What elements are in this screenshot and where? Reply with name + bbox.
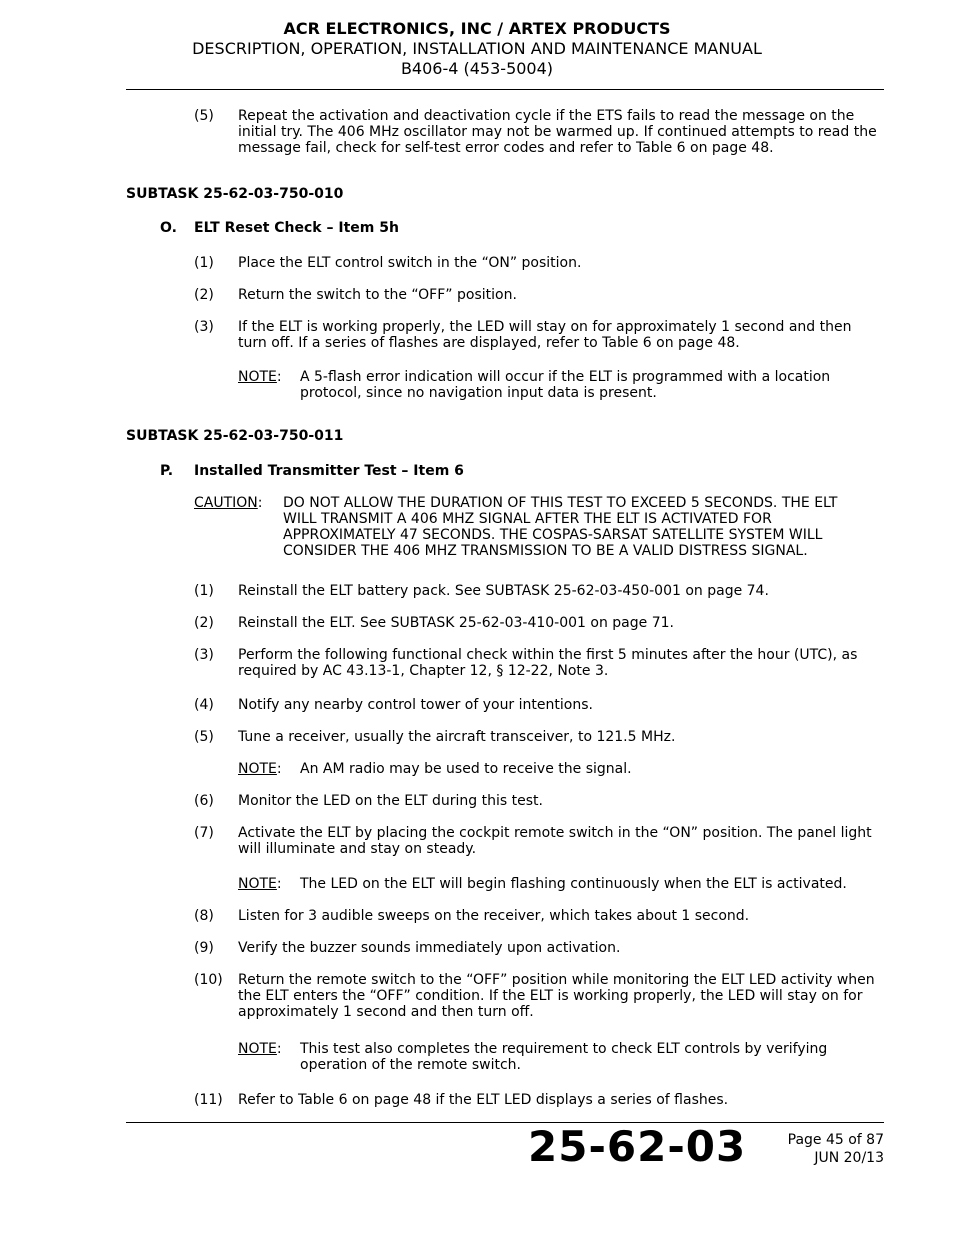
step-text: Notify any nearby control tower of your intentions. [238, 697, 593, 713]
note-label: NOTE [238, 1041, 277, 1057]
note-label-group [238, 1041, 282, 1057]
step-text: If the ELT is working properly, the LED will stay on for approximately 1 second and then turn off. If a series of flashes are displayed, refer to Table 6 on page 48. [238, 319, 852, 351]
revision-date: JUN 20/13 [814, 1150, 884, 1166]
step-text: Activate the ELT by placing the cockpit remote switch in the “ON” position. The panel light will illuminate and stay on steady. [238, 825, 872, 857]
note-separator: : [276, 876, 282, 892]
caution-label-group [194, 495, 263, 511]
footer-rule [126, 1122, 884, 1123]
note-text: A 5-flash error indication will occur if the ELT is programmed with a location protocol, since no navigation input data is present. [300, 369, 831, 401]
step-number: (8) [194, 908, 214, 924]
step-text: Tune a receiver, usually the aircraft transceiver, to 121.5 MHz. [238, 729, 676, 745]
step-text: Reinstall the ELT. See SUBTASK 25-62-03-410-001 on page 71. [238, 615, 674, 631]
note-text: An AM radio may be used to receive the signal. [300, 761, 632, 777]
step-text: Return the switch to the “OFF” position. [238, 287, 517, 303]
note-label-group [238, 761, 282, 777]
document-code: 25-62-03 [528, 1122, 747, 1171]
note-separator: : [276, 369, 282, 385]
step-number: (2) [194, 615, 214, 631]
manual-title: DESCRIPTION, OPERATION, INSTALLATION AND MAINTENANCE MANUAL [192, 39, 762, 58]
step-number: (1) [194, 583, 214, 599]
note-separator: : [276, 1041, 282, 1057]
step-text: Place the ELT control switch in the “ON” position. [238, 255, 582, 271]
step-text: Return the remote switch to the “OFF” position while monitoring the ELT LED activity when the ELT enters the “OFF” condition. If the ELT is working properly, the LED will stay on for approximately 1 second and then turn off. [238, 972, 875, 1020]
step-text: Verify the buzzer sounds immediately upon activation. [238, 940, 621, 956]
step-text: Refer to Table 6 on page 48 if the ELT LED displays a series of flashes. [238, 1092, 729, 1108]
section-letter: O. [160, 220, 177, 236]
step-text: Repeat the activation and deactivation cycle if the ETS fails to read the message on the initial try. The 406 MHz oscillator may not be warmed up. If continued attempts to read the message fail, check for self-test error codes and refer to Table 6 on page 48. [238, 108, 877, 156]
step-number: (9) [194, 940, 214, 956]
step-number: (10) [194, 972, 223, 988]
note-text: The LED on the ELT will begin flashing continuously when the ELT is activated. [300, 876, 847, 892]
page-info [788, 1131, 884, 1167]
step-text: Perform the following functional check within the first 5 minutes after the hour (UTC), as required by AC 43.13-1, Chapter 12, § 12-22, Note 3. [238, 647, 858, 679]
step-number: (7) [194, 825, 214, 841]
note-label: NOTE [238, 761, 277, 777]
step-number: (2) [194, 287, 214, 303]
caution-separator: : [257, 495, 263, 511]
note-label-group [238, 876, 282, 892]
step-number: (6) [194, 793, 214, 809]
page-header [0, 19, 954, 79]
note-label: NOTE [238, 876, 277, 892]
step-number: (3) [194, 647, 214, 663]
note-text: This test also completes the requirement to check ELT controls by verifying operation of the remote switch. [300, 1041, 828, 1073]
note-separator: : [276, 761, 282, 777]
section-title: ELT Reset Check – Item 5h [194, 220, 399, 236]
caution-text: DO NOT ALLOW THE DURATION OF THIS TEST TO EXCEED 5 SECONDS. THE ELT WILL TRANSMIT A 406 MHZ SIGNAL AFTER THE ELT IS ACTIVATED FOR APPROXIMATELY 47 SECONDS. THE COSPAS-SARSAT SATELLITE SYSTEM WILL CONSIDER THE 406 MHZ TRANSMISSION TO BE A VALID DISTRESS SIGNAL. [283, 495, 838, 559]
step-text: Reinstall the ELT battery pack. See SUBTASK 25-62-03-450-001 on page 74. [238, 583, 769, 599]
note-label: NOTE [238, 369, 277, 385]
step-number: (4) [194, 697, 214, 713]
step-text: Listen for 3 audible sweeps on the receiver, which takes about 1 second. [238, 908, 750, 924]
page-number: Page 45 of 87 [787, 1132, 884, 1148]
caution-label: CAUTION [194, 495, 258, 511]
section-letter: P. [160, 463, 174, 479]
step-number: (1) [194, 255, 214, 271]
subtask-heading: SUBTASK 25-62-03-750-010 [126, 186, 344, 202]
note-label-group [238, 369, 282, 385]
model-number: B406-4 (453-5004) [400, 59, 554, 78]
header-rule [126, 89, 884, 90]
section-title: Installed Transmitter Test – Item 6 [194, 463, 464, 479]
step-number: (5) [194, 729, 214, 745]
company-name: ACR ELECTRONICS, INC / ARTEX PRODUCTS [283, 19, 671, 38]
step-text: Monitor the LED on the ELT during this test. [238, 793, 543, 809]
step-number: (5) [194, 108, 214, 124]
step-number: (11) [194, 1092, 223, 1108]
subtask-heading: SUBTASK 25-62-03-750-011 [126, 428, 344, 444]
step-number: (3) [194, 319, 214, 335]
